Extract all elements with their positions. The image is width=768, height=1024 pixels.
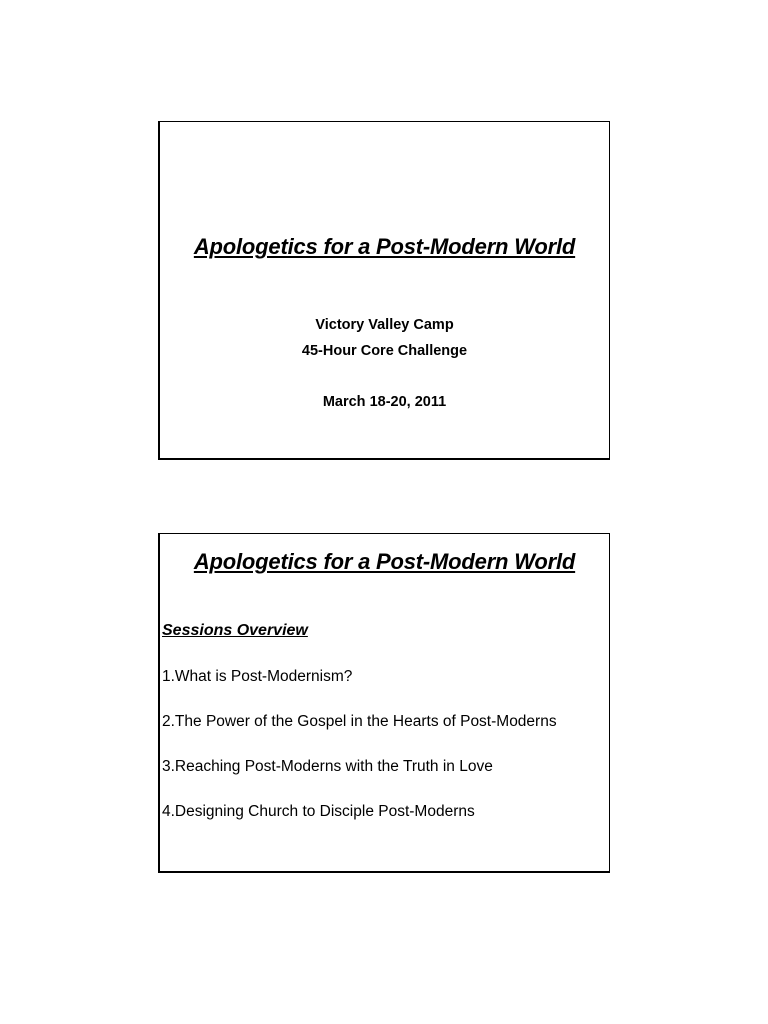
event-date: March 18-20, 2011 — [322, 394, 447, 410]
overview-slide — [158, 533, 610, 873]
challenge-name: 45-Hour Core Challenge — [301, 343, 468, 359]
session-item: 2.The Power of the Gospel in the Hearts of Post-Moderns — [162, 713, 557, 730]
session-item: 1.What is Post-Modernism? — [162, 668, 353, 685]
camp-name: Victory Valley Camp — [315, 317, 454, 333]
session-list — [162, 668, 557, 848]
session-item: 3.Reaching Post-Moderns with the Truth in Love — [162, 758, 493, 775]
title-slide — [158, 121, 610, 460]
slide-title: Apologetics for a Post-Modern World — [193, 549, 576, 574]
slide-title: Apologetics for a Post-Modern World — [193, 234, 576, 259]
sessions-heading: Sessions Overview — [162, 622, 308, 639]
session-item: 4.Designing Church to Disciple Post-Moderns — [162, 803, 475, 820]
